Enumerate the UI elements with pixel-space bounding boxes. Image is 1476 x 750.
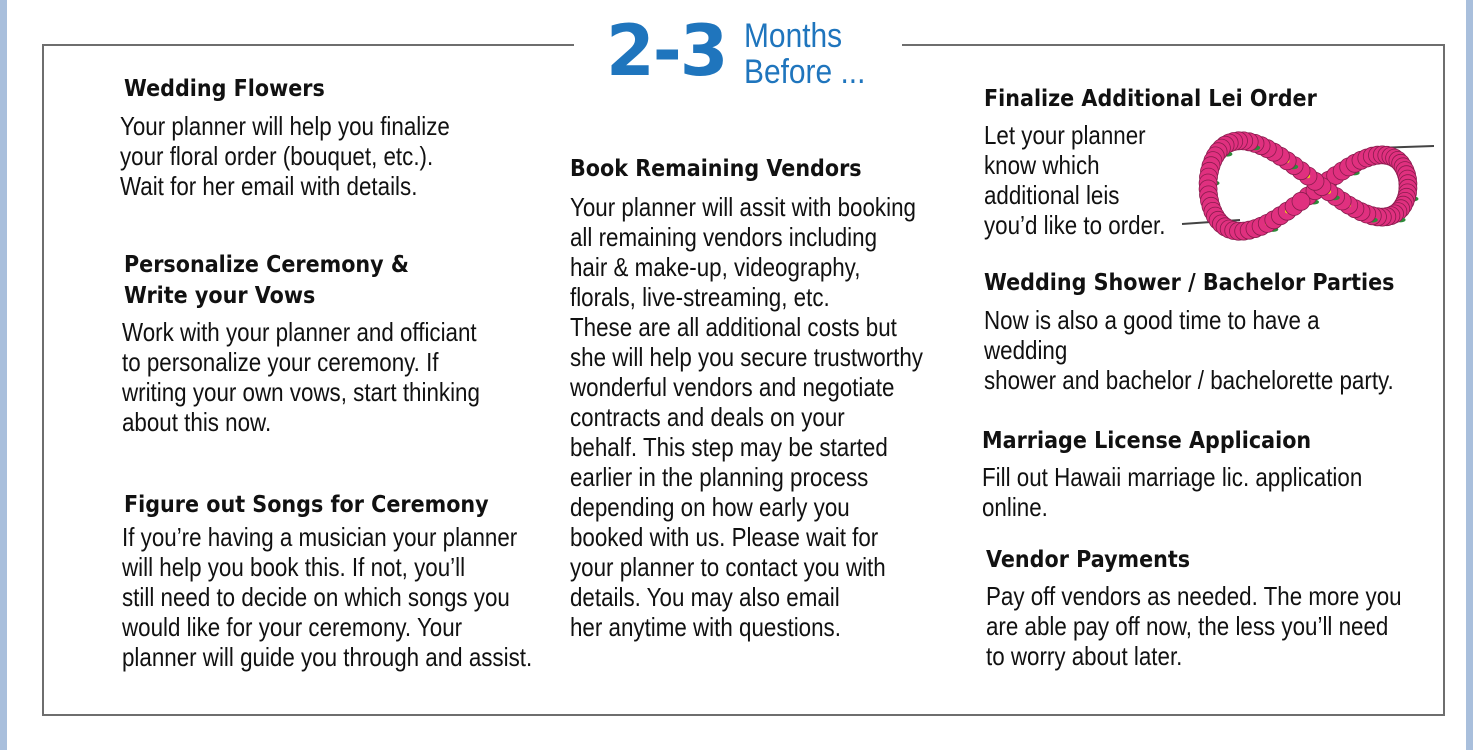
left-decorative-bar (0, 0, 7, 750)
title-subtitle-line1: Months (744, 17, 843, 55)
title-number: 2-3 (606, 10, 727, 92)
section-heading: Book Remaining Vendors (570, 156, 862, 182)
title-subtitle (744, 18, 865, 90)
section-shower-body (984, 305, 1476, 395)
section-body: Work with your planner and officiant to personalize your ceremony. If writing your own vows, start thinking about this now. (122, 317, 480, 437)
section-body: Your planner will help you finalize your floral order (bouquet, etc.). Wait for her email with details. (120, 111, 450, 201)
section-body: Your planner will assit with booking all remaining vendors including hair & make-up, videography, florals, live-streaming, etc. These are all additional costs but she will help you secure trustworthy wonderful vendors and negotiate contracts and deals on your behalf. This step may be started earlier in the planning process depending on how early you booked with us. Please wait for your planner to contact you with details. You may also email her anytime with questions. (570, 192, 923, 642)
section-heading: Vendor Payments (986, 547, 1191, 573)
section-body: Let your planner know which additional leis you’d like to order. (984, 120, 1166, 240)
section-vendors (570, 154, 894, 185)
page-title (606, 10, 882, 94)
section-heading: Wedding Flowers (124, 76, 325, 102)
section-heading: Wedding Shower / Bachelor Parties (984, 270, 1395, 296)
section-payments-body (986, 581, 1469, 671)
section-heading: Figure out Songs for Ceremony (124, 492, 489, 518)
section-lei-body (984, 120, 1195, 240)
flower-lei-icon (1180, 116, 1436, 252)
section-personalize-body (122, 317, 538, 437)
title-subtitle-line2: Before ... (744, 53, 866, 91)
section-heading: Finalize Additional Lei Order (984, 86, 1317, 112)
section-license (982, 426, 1348, 457)
section-body: Pay off vendors as needed. The more you are able pay off now, the less you’ll need to worry about later. (986, 581, 1402, 671)
section-license-body (982, 462, 1476, 522)
section-vendors-body (570, 192, 980, 642)
section-body: Now is also a good time to have a wedding shower and bachelor / bachelorette party. (984, 305, 1394, 395)
section-heading-line2: Write your Vows (124, 283, 316, 309)
section-body: If you’re having a musician your planner will help you book this. If not, you’ll still need to decide on which songs you would like for your ceremony. Your planner will guide you through and assist. (122, 522, 533, 672)
section-personalize (124, 250, 441, 312)
section-wedding-flowers-body (120, 111, 504, 201)
section-wedding-flowers (124, 74, 347, 105)
section-body: Fill out Hawaii marriage lic. application online. (982, 462, 1363, 522)
section-songs-body (122, 522, 599, 672)
section-heading-line1: Personalize Ceremony & (124, 252, 409, 278)
section-lei (984, 84, 1354, 115)
section-shower (984, 268, 1440, 299)
section-songs (124, 490, 529, 521)
section-payments (986, 545, 1213, 576)
section-heading: Marriage License Applicaion (982, 428, 1312, 454)
